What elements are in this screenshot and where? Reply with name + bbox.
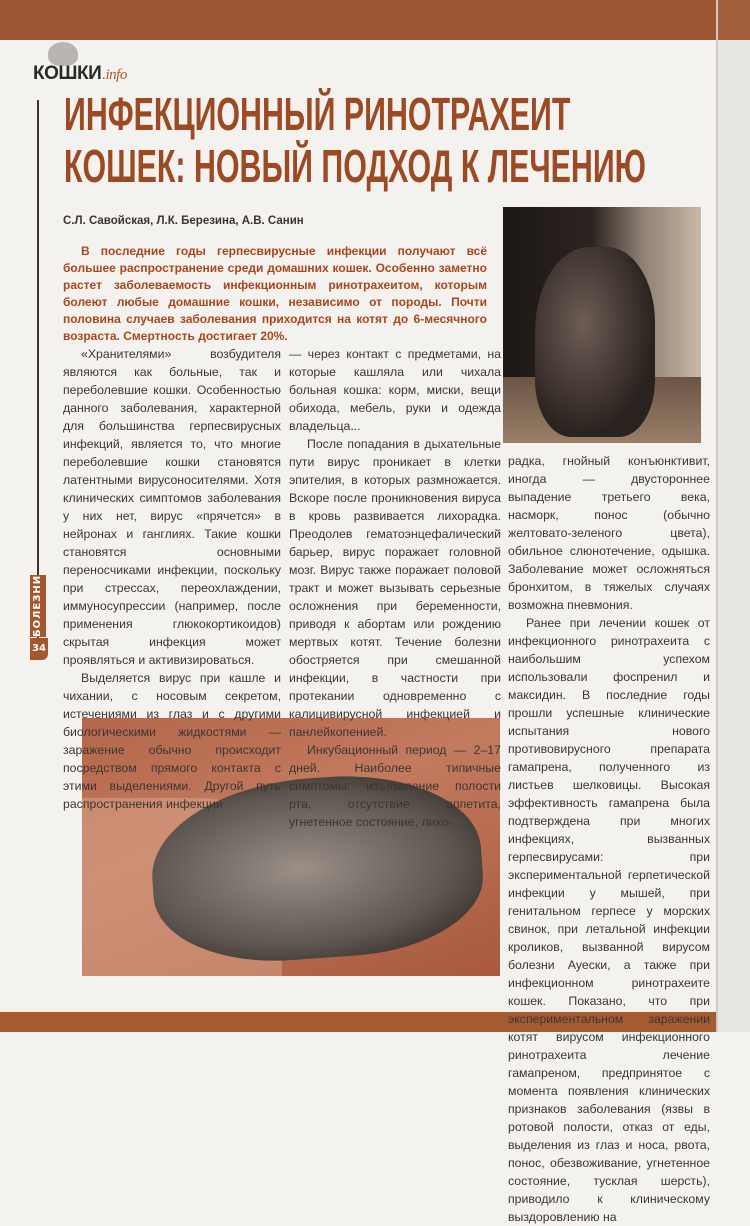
adjacent-page-band bbox=[718, 0, 750, 40]
text-column-2 bbox=[289, 345, 501, 831]
paragraph: «Хранителями» возбудителя являются как больные, так и переболевшие кошки. Особенностью данного заболевания, характерной для большинства герпесвирусных инфекций, является то, что многие переболевшие кошки становятся латентными вирусоносителями. Хотя клинических симптомов заболевания у них нет, вирус «прячется» в нейронах и ганглиях. Такие кошки становятся основными переносчиками инфекции, поскольку при стрессах, переохлаждении, иммуносупрессии (например, после применения глюкокортикоидов) скрытая инфекция может проявляться и активизироваться. bbox=[63, 347, 281, 667]
top-color-band bbox=[0, 0, 716, 40]
paragraph: Инкубационный период — 2–17 дней. Наиболее типичные симптомы: изъязвление полости рта, отсутствие аппетита, угнетенное состояние, лихо- bbox=[289, 743, 501, 829]
magazine-logo bbox=[33, 63, 127, 85]
title-line-2: КОШЕК: НОВЫЙ ПОДХОД К ЛЕЧЕНИЮ bbox=[64, 140, 646, 192]
cat-photo-top bbox=[503, 207, 701, 443]
lead-paragraph: В последние годы герпесвирусные инфекции получают всё большее распространение среди домашних кошек. Особенно заметно растет заболеваемость инфекционным ринотрахеитом, которым болеют любые домашние кошки, независимо от породы. Почти половина случаев заболевания приходится на котят до 6-месячного возраста. Смертность достигает 20%. bbox=[63, 244, 487, 343]
cat-figure bbox=[535, 247, 655, 437]
paragraph: радка, гнойный конъюнктивит, иногда — двустороннее выпадение третьего века, насморк, понос (обычно желтовато-зеленого цвета), обильное слюнотечение, одышка. Заболевание может осложняться бронхитом, в тяжелых случаях возможна пневмония. bbox=[508, 454, 710, 612]
paragraph: После попадания в дыхательные пути вирус проникает в клетки эпителия, в которых размножается. Вскоре после проникновения вируса в кровь развивается лихорадка. Преодолев гематоэнцефалический барьер, вирус поражает головной мозг. Вирус также поражает половой тракт и может вызывать серьезные осложнения при беременности, приводя к абортам или рождению мертвых котят. Течение болезни обостряется при смешанной инфекции, в частности при протекании одновременно с калицивирусной инфекцией и панлейкопенией. bbox=[289, 437, 501, 739]
text-column-3 bbox=[508, 452, 710, 1226]
article-title bbox=[64, 88, 750, 192]
paragraph: Выделяется вирус при кашле и чихании, с носовым секретом, истечениями из глаз и с другими биологическими жидкостями — заражение обычно происходит посредством прямого контакта с этими выделениями. Другой путь распространения инфекции bbox=[63, 671, 281, 811]
paragraph: Ранее при лечении кошек от инфекционного ринотрахеита с наибольшим успехом использовали фоспренил и максидин. В последние годы прошли успешные клинические испытания нового противовирусного препарата гамапрена, полученного из листьев шелковицы. Высокая эффективность гамапрена была подтверждена при многих инфекциях, вызванных герпесвирусами: при экспериментальной герпетической инфекции у мышей, при генитальном герпесе у морских свинок, при летальной инфекции кроликов, вызванной вирусом болезни Ауески, а также при инфекционном ринотрахеите кошек. Показано, что при экспериментальном заражении котят вирусом инфекционного ринотрахеита лечение гамапреном, предпринятое с момента появления клинических признаков заболевания (язвы в ротовой полости, отказ от еды, выделения из глаз и носа, рвота, понос, обезвоживание, угнетенное состояние, тусклая шерсть), приводило к клиническому выздоровлению на bbox=[508, 616, 710, 1224]
article-authors: С.Л. Савойская, Л.К. Березина, А.В. Санин bbox=[63, 215, 304, 227]
logo-main-text: КОШКИ bbox=[33, 63, 102, 84]
text-column-1 bbox=[63, 345, 281, 813]
page-number: 34 bbox=[30, 638, 48, 660]
section-label: БОЛЕЗНИ bbox=[30, 575, 46, 637]
logo-suffix-text: .info bbox=[102, 67, 127, 83]
paragraph: — через контакт с предметами, на которые кашляла или чихала больная кошка: корм, миски, вещи обихода, мебель, руки и одежда владельца... bbox=[289, 347, 501, 433]
title-line-1: ИНФЕКЦИОННЫЙ РИНОТРАХЕИТ bbox=[64, 88, 571, 140]
